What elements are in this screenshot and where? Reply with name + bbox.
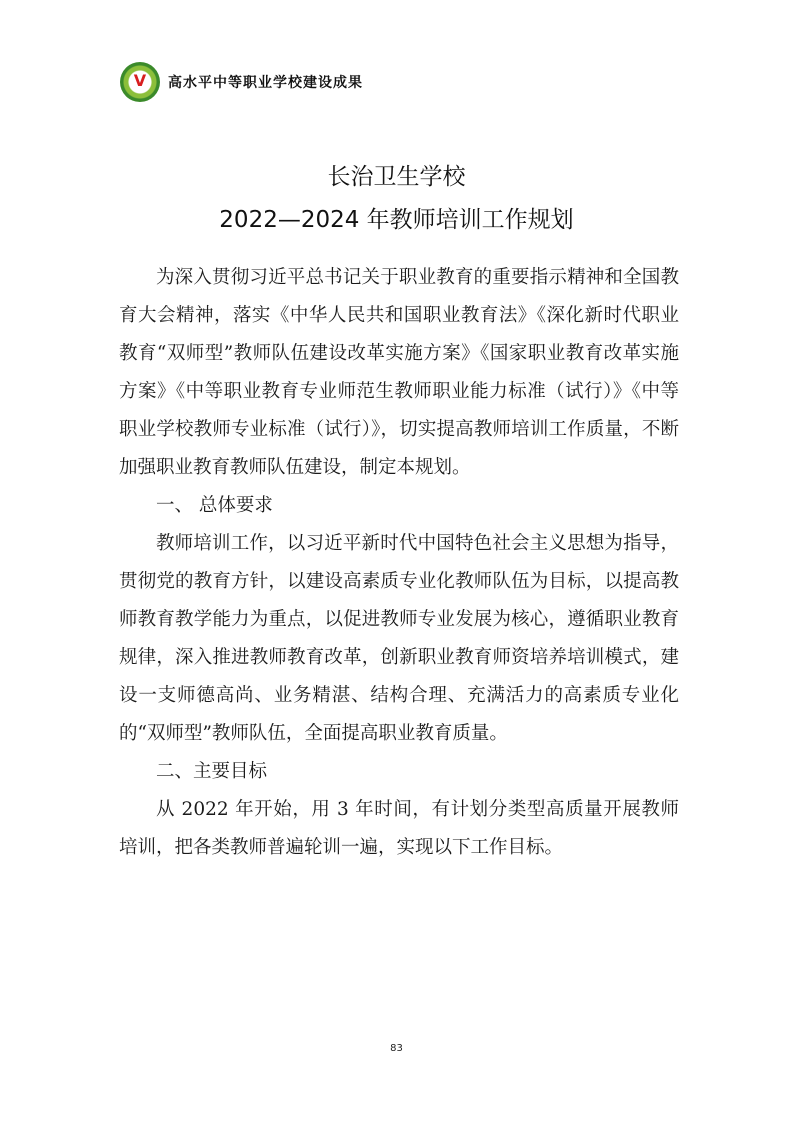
document-body xyxy=(119,259,679,867)
header-title: 高水平中等职业学校建设成果 xyxy=(168,75,363,91)
page-header xyxy=(120,60,363,104)
section-heading-2: 二、主要目标 xyxy=(156,761,268,782)
document-subtitle: 2022—2024 年教师培训工作规划 xyxy=(219,207,574,233)
school-logo-icon xyxy=(120,62,160,102)
page-number: 83 xyxy=(390,1043,403,1054)
section-paragraph-1: 教师培训工作，以习近平新时代中国特色社会主义思想为指导，贯彻党的教育方针，以建设高素质专业化教师队伍为目标，以提高教师教育教学能力为重点，以促进教师专业发展为核心，遵循职业教育规律，深入推进教师教育改革，创新职业教育师资培养培训模式，建设一支师德高尚、业务精湛、结构合理、充满活力的高素质专业化的“双师型”教师队伍，全面提高职业教育质量。 xyxy=(119,533,679,744)
section-paragraph-2: 从 2022 年开始，用 3 年时间，有计划分类型高质量开展教师培训，把各类教师普遍轮训一遍，实现以下工作目标。 xyxy=(119,799,679,858)
intro-paragraph: 为深入贯彻习近平总书记关于职业教育的重要指示精神和全国教育大会精神，落实《中华人民共和国职业教育法》《深化新时代职业教育“双师型”教师队伍建设改革实施方案》《国家职业教育改革实施方案》《中等职业教育专业师范生教师职业能力标准（试行）》《中等职业学校教师专业标准（试行）》，切实提高教师培训工作质量，不断加强职业教育教师队伍建设，制定本规划。 xyxy=(119,267,679,478)
section-heading-1: 一、 总体要求 xyxy=(156,495,273,516)
document-title: 长治卫生学校 xyxy=(327,164,466,190)
logo-letter: V xyxy=(133,71,147,90)
